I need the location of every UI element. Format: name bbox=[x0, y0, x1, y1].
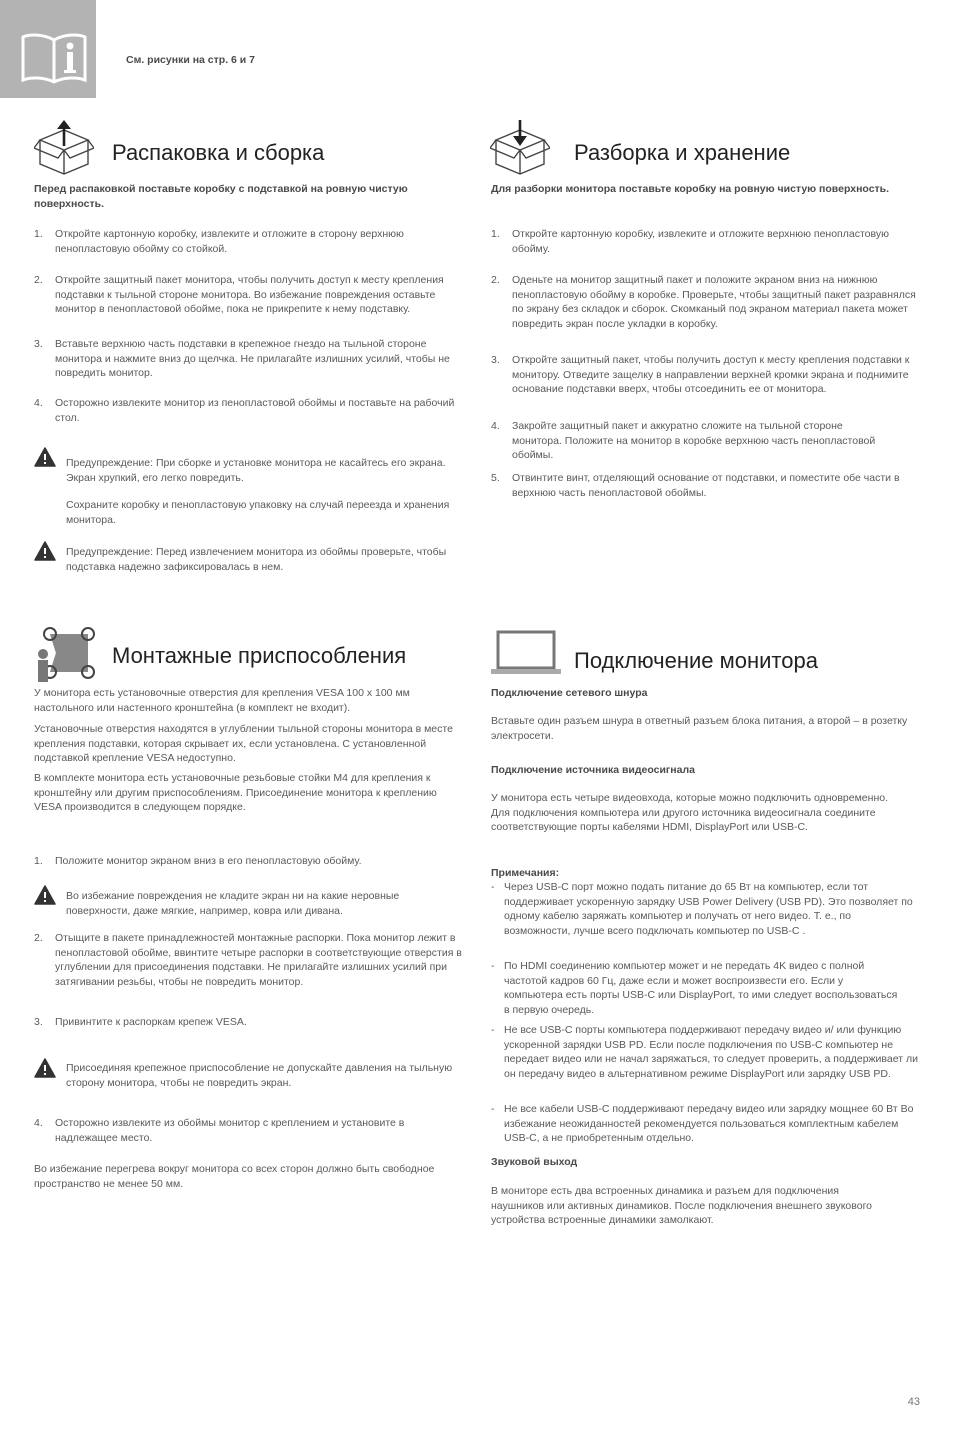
mounting-paragraph: Установочные отверстия находятся в углублении тыльной стороны монитора в месте крепления подставки, которая скрывает их, если установлена. С установленной подставкой крепление VESA недоступно. bbox=[34, 723, 453, 764]
mounting-ventilation-note: Во избежание перегрева вокруг монитора со всех сторон должно быть свободное пространство не менее 50 мм. bbox=[34, 1163, 435, 1190]
section-title-connect: Подключение монитора bbox=[574, 648, 818, 673]
mounting-step-number: 3. bbox=[34, 1016, 43, 1028]
mounting-step-text: Положите монитор экраном вниз в его пенопластовую обойму. bbox=[55, 855, 362, 867]
info-header-box bbox=[0, 0, 96, 98]
note-bullet: - bbox=[491, 1103, 495, 1115]
manual-info-icon bbox=[20, 32, 88, 84]
unpack-warning-fix: Предупреждение: Перед извлечением монитора из обоймы проверьте, чтобы подставка надежно зафиксировалась в нем. bbox=[66, 546, 447, 573]
audio-output-text: В мониторе есть два встроенных динамика и разъем для подключения наушников или активных динамиков. После подключения внешнего звукового устройства встроенные динамики замолкают. bbox=[491, 1185, 873, 1226]
mounting-step-number: 2. bbox=[34, 932, 43, 944]
page-number: 43 bbox=[907, 1396, 920, 1408]
box-pack-icon bbox=[490, 120, 550, 176]
warning-icon bbox=[34, 447, 56, 467]
note-item: По HDMI соединению компьютер может и не передать 4K видео с полной частотой кадров 60 Гц, даже если и может воспроизвести его. Если у компьютера есть порты USB-C или DisplayPort, то ими следует воспользоваться в первую очередь. bbox=[504, 960, 898, 1016]
unpack-step-number: 1. bbox=[34, 228, 43, 240]
mounting-warning-surface: Во избежание повреждения не кладите экран ни на какие неровные поверхности, даже мягкие, например, ковра или дивана. bbox=[66, 890, 400, 917]
unpack-step-number: 4. bbox=[34, 397, 43, 409]
vesa-mount-icon bbox=[34, 626, 98, 682]
storage-step-text: Закройте защитный пакет и аккуратно сложите на тыльной стороне монитора. Положите на монитор в коробке верхнюю часть пенопластовой обоймы. bbox=[512, 420, 876, 461]
note-item: Не все USB-C порты компьютера поддерживают передачу видео и/ или функцию ускоренной зарядки USB PD. Если после подключения по USB-C компьютер не передает видео или не начал заряжаться, то следует проверить, а поддерживает ли он передачу видео в альтернативном режиме DisplayPort или зарядку USB PD. bbox=[504, 1024, 918, 1080]
mounting-step-number: 4. bbox=[34, 1117, 43, 1129]
section-title-unpack: Распаковка и сборка bbox=[112, 140, 325, 165]
storage-step-number: 5. bbox=[491, 472, 500, 484]
storage-intro: Для разборки монитора поставьте коробку на ровную чистую поверхность. bbox=[491, 183, 890, 195]
unpack-step-text: Вставьте верхнюю часть подставки в крепежное гнездо на тыльной стороне монитора и нажмите вниз до щелчка. Не прилагайте излишних усилий, чтобы не повредить монитор. bbox=[55, 338, 450, 379]
mounting-paragraph: В комплекте монитора есть установочные резьбовые стойки M4 для крепления к кронштейну или другим приспособлениям. Присоединение монитора к креплению VESA производится в следующем порядке. bbox=[34, 772, 437, 813]
storage-step-text: Оденьте на монитор защитный пакет и положите экраном вниз на нижнюю пенопластовую обойму в коробке. Проверьте, чтобы защитный пакет разравнялся по экрану без складок и сборок. Скомканый под экраном материал пакета может повредить экран после укладки в коробку. bbox=[512, 274, 916, 330]
note-bullet: - bbox=[491, 1024, 495, 1036]
unpack-step-number: 2. bbox=[34, 274, 43, 286]
storage-step-number: 1. bbox=[491, 228, 500, 240]
unpack-intro: Перед распаковкой поставьте коробку с подставкой на ровную чистую поверхность. bbox=[34, 183, 408, 210]
unpack-warning-touch: Предупреждение: При сборке и установке монитора не касайтесь его экрана. Экран хрупкий, его легко повредить. bbox=[66, 457, 446, 484]
audio-output-heading: Звуковой выход bbox=[491, 1156, 578, 1168]
video-source-text: У монитора есть четыре видеовхода, которые можно подключить одновременно. Для подключения компьютера или другого источника видеосигнала соедините соответствующие порты кабелями HDMI, DisplayPort или USB-C. bbox=[491, 792, 889, 833]
power-cord-text: Вставьте один разъем шнура в ответный разъем блока питания, а второй – в розетку электросети. bbox=[491, 715, 908, 742]
storage-step-number: 4. bbox=[491, 420, 500, 432]
box-unpack-icon bbox=[34, 120, 94, 176]
section-title-mounting: Монтажные приспособления bbox=[112, 643, 407, 668]
unpack-keep-box-note: Сохраните коробку и пенопластовую упаковку на случай переезда и хранения монитора. bbox=[66, 499, 450, 526]
warning-icon bbox=[34, 1058, 56, 1078]
unpack-step-text: Осторожно извлеките монитор из пенопластовой обоймы и поставьте на рабочий стол. bbox=[55, 397, 455, 424]
note-bullet: - bbox=[491, 960, 495, 972]
laptop-icon bbox=[490, 630, 562, 676]
section-title-storage: Разборка и хранение bbox=[574, 140, 791, 165]
storage-step-text: Откройте картонную коробку, извлеките и отложите верхнюю пенопластовую обойму. bbox=[512, 228, 889, 255]
note-item: Через USB-C порт можно подать питание до 65 Вт на компьютер, если тот поддерживает ускоренную зарядку USB Power Delivery (USB PD). Это позволяет по одному кабелю заряжать компьютер и получать от него видео. Т. е., по возможности, лучше всего подключать компьютер по USB-C . bbox=[504, 881, 913, 937]
mounting-step-text: Отыщите в пакете принадлежностей монтажные распорки. Пока монитор лежит в пенопластовой обойме, ввинтите четыре распорки в соответствующие отверстия в углублении для присоединения подставки. Не прилагайте излишних усилий при затягивании резьбы, чтобы не повредить монитор. bbox=[55, 932, 462, 988]
power-cord-heading: Подключение сетевого шнура bbox=[491, 687, 648, 699]
storage-step-number: 2. bbox=[491, 274, 500, 286]
storage-step-text: Отвинтите винт, отделяющий основание от подставки, и поместите обе части в верхнюю часть пенопластовой обоймы. bbox=[512, 472, 900, 499]
mounting-warning-pressure: Присоединяя крепежное приспособление не допускайте давления на тыльную сторону монитора, чтобы не повредить экран. bbox=[66, 1062, 453, 1089]
figure-reference-note: См. рисунки на стр. 6 и 7 bbox=[126, 54, 255, 66]
unpack-step-number: 3. bbox=[34, 338, 43, 350]
storage-step-text: Откройте защитный пакет, чтобы получить доступ к месту крепления подставки к монитору. Отведите защелку в направлении верхней кромки экрана и поднимите основание подставки вверх, чтобы отсоединить ее от монитора. bbox=[512, 354, 910, 395]
mounting-step-text: Осторожно извлеките из обоймы монитор с креплением и установите в надлежащее место. bbox=[55, 1117, 405, 1144]
unpack-step-text: Откройте защитный пакет монитора, чтобы получить доступ к месту крепления подставки к тыльной стороне монитора. Во избежание повреждения оставьте монитор в пенопластовой обойме, пока не прикрепите к нему подставку. bbox=[55, 274, 444, 315]
notes-heading: Примечания: bbox=[491, 867, 560, 879]
warning-icon bbox=[34, 885, 56, 905]
storage-step-number: 3. bbox=[491, 354, 500, 366]
note-bullet: - bbox=[491, 881, 495, 893]
mounting-step-number: 1. bbox=[34, 855, 43, 867]
mounting-paragraph: У монитора есть установочные отверстия для крепления VESA 100 x 100 мм настольного или настенного кронштейна (в комплект не входит). bbox=[34, 687, 410, 714]
warning-icon bbox=[34, 541, 56, 561]
unpack-step-text: Откройте картонную коробку, извлеките и отложите в сторону верхнюю пенопластовую обойму со стойкой. bbox=[55, 228, 404, 255]
mounting-step-text: Привинтите к распоркам крепеж VESA. bbox=[55, 1016, 247, 1028]
video-source-heading: Подключение источника видеосигнала bbox=[491, 764, 696, 776]
note-item: Не все кабели USB-C поддерживают передачу видео или зарядку мощнее 60 Вт Во избежание неожиданностей рекомендуется пользоваться комплектным кабелем USB-C, а не приобретенным отдельно. bbox=[504, 1103, 914, 1144]
